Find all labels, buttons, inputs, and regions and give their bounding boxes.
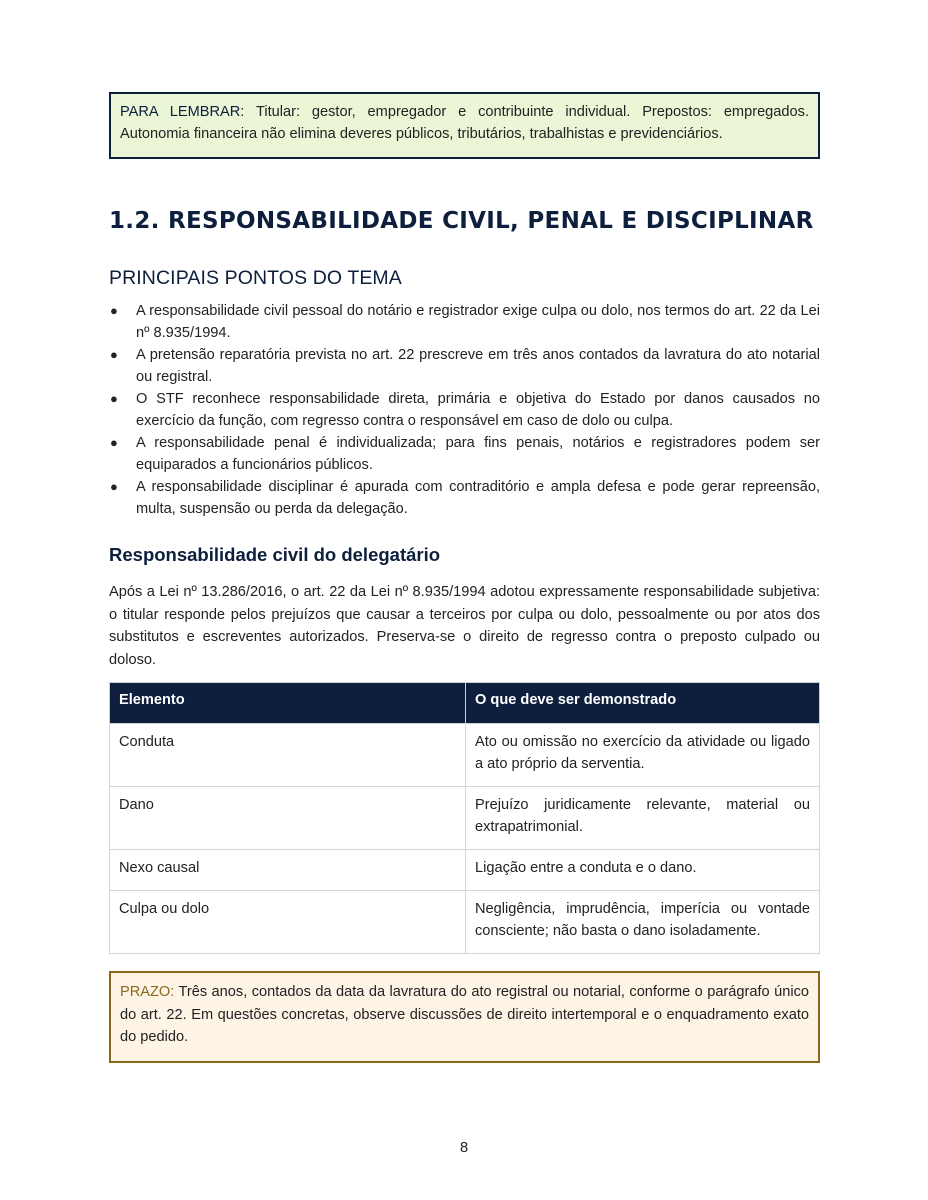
table-cell-description: Ligação entre a conduta e o dano. [466,850,820,891]
list-item-text: A responsabilidade penal é individualizada; para fins penais, notários e registradores podem ser equiparados a funcionários públicos. [136,435,820,473]
table-header-row [110,683,820,724]
list-item [109,476,820,520]
list-item [109,344,820,388]
bullet-icon: ● [110,479,118,494]
points-heading: PRINCIPAIS PONTOS DO TEMA [109,267,402,289]
table-row [110,787,820,850]
table-row [110,891,820,954]
table-cell-description: Negligência, imprudência, imperícia ou vontade consciente; não basta o dano isoladamente. [466,891,820,954]
table-row [110,850,820,891]
column-header-elemento: Elemento [110,683,466,724]
table-row [110,724,820,787]
list-item-text: A responsabilidade civil pessoal do notário e registrador exige culpa ou dolo, nos termos do art. 22 da Lei nº 8.935/1994. [136,303,820,341]
list-item-text: O STF reconhece responsabilidade direta, primária e objetiva do Estado por danos causados no exercício da função, com regresso contra o responsável em caso de dolo ou culpa. [136,391,820,429]
remember-text: Titular: gestor, empregador e contribuinte individual. Prepostos: empregados. Autonomia financeira não elimina deveres públicos, tributários, trabalhistas e previdenciários. [120,104,810,142]
bullet-icon: ● [110,347,118,362]
document-page [109,92,820,1045]
prazo-callout [109,971,820,1063]
remember-label: PARA LEMBRAR: [120,104,245,120]
list-item-text: A responsabilidade disciplinar é apurada com contraditório e ampla defesa e pode gerar repreensão, multa, suspensão ou perda da delegação. [136,479,820,517]
bullet-icon: ● [110,391,118,406]
table-cell-description: Prejuízo juridicamente relevante, material ou extrapatrimonial. [466,787,820,850]
body-paragraph: Após a Lei nº 13.286/2016, o art. 22 da Lei nº 8.935/1994 adotou expressamente responsabilidade subjetiva: o titular responde pelos prejuízos que causar a terceiros por culpa ou dolo, pessoalmente ou por atos dos substitutos e escreventes autorizados. Preserva-se o direito de regresso contra o preposto culpado ou doloso. [109,584,820,668]
list-item [109,300,820,344]
subsection-heading: Responsabilidade civil do delegatário [109,544,441,565]
bullet-icon: ● [110,435,118,450]
section-title: 1.2. RESPONSABILIDADE CIVIL, PENAL E DISCIPLINAR [109,208,814,234]
remember-callout [109,92,820,159]
table-cell-element: Dano [110,787,466,850]
points-list [109,300,820,520]
prazo-label: PRAZO: [120,984,175,1000]
column-header-demonstrado: O que deve ser demonstrado [466,683,820,724]
list-item [109,388,820,432]
table-cell-element: Nexo causal [110,850,466,891]
table-cell-description: Ato ou omissão no exercício da atividade ou ligado a ato próprio da serventia. [466,724,820,787]
prazo-text: Três anos, contados da data da lavratura do ato registral ou notarial, conforme o parágrafo único do art. 22. Em questões concretas, observe discussões de direito intertemporal e o enquadramento exato do pedido. [120,984,809,1045]
page-number: 8 [459,1140,469,1156]
table-cell-element: Conduta [110,724,466,787]
table-cell-element: Culpa ou dolo [110,891,466,954]
list-item-text: A pretensão reparatória prevista no art. 22 prescreve em três anos contados da lavratura do ato notarial ou registral. [136,347,820,385]
list-item [109,432,820,476]
bullet-icon: ● [110,303,118,318]
elements-table [109,682,820,954]
